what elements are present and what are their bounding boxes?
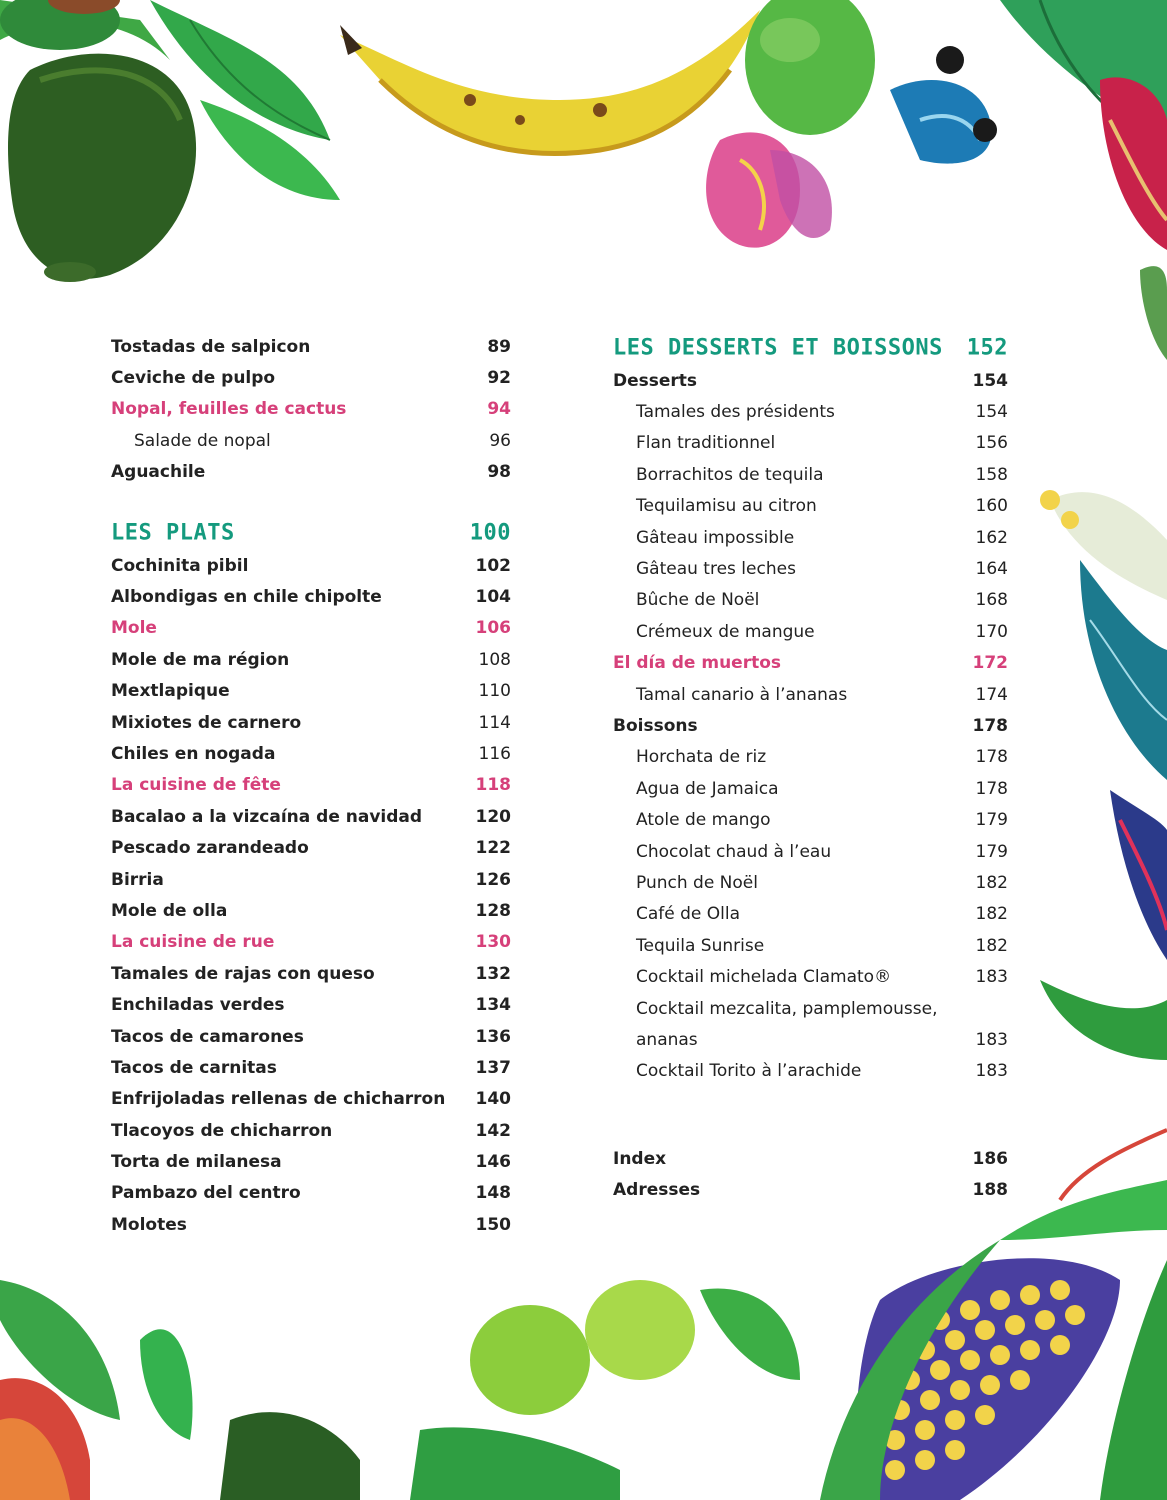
toc-title: Adresses [613, 1180, 701, 1201]
toc-page-number: 179 [975, 810, 1008, 831]
toc-subentry[interactable] [613, 679, 1008, 710]
banana-icon [340, 10, 760, 154]
toc-title: Mextlapique [111, 681, 230, 702]
toc-title: Birria [111, 869, 164, 890]
toc-page-number: 132 [475, 963, 511, 984]
toc-subentry[interactable] [613, 491, 1008, 522]
toc-title: Tacos de camarones [111, 1026, 304, 1047]
toc-title: Index [613, 1148, 667, 1169]
toc-title: Mole de ma région [111, 649, 290, 670]
toc-page-number: 150 [475, 1214, 511, 1235]
toc-page-number: 98 [487, 462, 511, 483]
toc-subentry[interactable] [613, 522, 1008, 553]
toc-title: Ceviche de pulpo [111, 368, 276, 389]
toc-entry[interactable] [613, 710, 1008, 741]
toc-entry[interactable] [111, 457, 511, 488]
toc-entry[interactable] [613, 1174, 1008, 1205]
toc-entry[interactable] [111, 989, 511, 1020]
toc-title: Gâteau tres leches [636, 559, 796, 580]
toc-subentry[interactable] [613, 961, 1008, 992]
toc-title: Chiles en nogada [111, 743, 276, 764]
toc-entry[interactable] [613, 1143, 1008, 1174]
toc-page-number: 178 [972, 715, 1008, 736]
toc-spacer [111, 488, 511, 516]
toc-entry[interactable] [111, 801, 511, 832]
toc-page-number: 128 [475, 900, 511, 921]
toc-title: Crémeux de mangue [636, 621, 815, 642]
toc-page-number: 182 [975, 904, 1008, 925]
toc-page-number: 186 [972, 1148, 1008, 1169]
toc-page-number: 140 [475, 1089, 511, 1110]
toc-title: Tamales des présidents [636, 402, 835, 423]
toc-entry[interactable] [111, 864, 511, 895]
toc-title: Flan traditionnel [636, 433, 776, 454]
toc-subentry[interactable] [613, 553, 1008, 584]
toc-title: Mole de olla [111, 900, 228, 921]
toc-title: Albondigas en chile chipolte [111, 587, 382, 608]
toc-title: Pescado zarandeado [111, 838, 309, 859]
toc-entry[interactable] [111, 1146, 511, 1177]
toc-entry[interactable] [111, 895, 511, 926]
toc-subentry[interactable] [613, 1024, 1008, 1055]
toc-title: Tamal canario à l’ananas [636, 684, 848, 705]
toc-page-number: 160 [975, 496, 1008, 517]
toc-title: Agua de Jamaica [636, 778, 779, 799]
toc-page-number: 174 [975, 684, 1008, 705]
toc-title: Punch de Noël [636, 872, 758, 893]
toc-page-number: 108 [478, 649, 511, 670]
toc-title: Cocktail michelada Clamato® [636, 967, 892, 988]
toc-entry[interactable] [111, 707, 511, 738]
leaf-icon [1000, 0, 1167, 250]
toc-entry[interactable] [111, 550, 511, 581]
toc-title: Chocolat chaud à l’eau [636, 841, 832, 862]
toc-subentry[interactable] [613, 930, 1008, 961]
toc-title: LES DESSERTS ET BOISSONS [613, 335, 943, 361]
leaf-icon [1040, 266, 1167, 1060]
toc-column-right [613, 331, 1008, 1206]
toc-page-number: 104 [475, 587, 511, 608]
toc-page-number: 116 [478, 743, 511, 764]
toc-subheading[interactable] [111, 394, 511, 425]
toc-page-number: 179 [975, 841, 1008, 862]
toc-page-number: 100 [469, 520, 511, 546]
toc-subentry[interactable] [613, 742, 1008, 773]
toc-page-number: 172 [972, 653, 1008, 674]
toc-page-number: 188 [972, 1180, 1008, 1201]
toc-title: Molotes [111, 1214, 187, 1235]
toc-title: Tamales de rajas con queso [111, 963, 375, 984]
toc-subentry[interactable] [613, 836, 1008, 867]
toc-subentry[interactable] [613, 459, 1008, 490]
toc-entry[interactable] [111, 331, 511, 362]
toc-page-number: 178 [975, 778, 1008, 799]
toc-subheading[interactable] [111, 770, 511, 801]
avocado-icon [0, 0, 196, 282]
toc-spacer [613, 1115, 1008, 1143]
toc-title: Enfrijoladas rellenas de chicharron [111, 1089, 446, 1110]
toc-page-number: 154 [975, 402, 1008, 423]
toc-title: Pambazo del centro [111, 1183, 301, 1204]
toc-subentry[interactable] [613, 899, 1008, 930]
toc-page-number: 106 [475, 618, 511, 639]
leaf-icon [0, 1280, 360, 1500]
toc-page-number: 146 [475, 1152, 511, 1173]
section-heading[interactable] [111, 516, 511, 550]
lime-icon [745, 0, 875, 135]
toc-title: Enchiladas verdes [111, 995, 285, 1016]
toc-page-number: 154 [972, 370, 1008, 391]
toc-page-number: 110 [478, 681, 511, 702]
toc-title: Mixiotes de carnero [111, 712, 302, 733]
toc-subentry[interactable] [613, 804, 1008, 835]
toc-subheading[interactable] [111, 927, 511, 958]
toc-title: LES PLATS [111, 520, 235, 546]
toc-title: La cuisine de fête [111, 775, 281, 796]
toc-page-number: 162 [975, 527, 1008, 548]
toc-title: Bacalao a la vizcaína de navidad [111, 806, 423, 827]
toc-title: Gâteau impossible [636, 527, 795, 548]
toc-title: La cuisine de rue [111, 932, 275, 953]
toc-page-number: 114 [478, 712, 511, 733]
toc-page-number: 137 [475, 1057, 511, 1078]
toc-subheading[interactable] [111, 613, 511, 644]
toc-entry[interactable] [111, 1084, 511, 1115]
toc-entry[interactable] [111, 1021, 511, 1052]
toc-page-number: 102 [475, 555, 511, 576]
toc-entry[interactable] [111, 581, 511, 612]
toc-page-number: 183 [975, 1029, 1008, 1050]
toc-entry[interactable] [111, 738, 511, 769]
toc-title: Tacos de carnitas [111, 1057, 277, 1078]
toc-page-number: 152 [966, 335, 1008, 361]
toc-subentry[interactable] [111, 425, 511, 456]
toc-title: ananas [636, 1029, 698, 1050]
toc-title: Mole [111, 618, 157, 639]
toc-page-number: 96 [489, 430, 511, 451]
toc-page-number: 156 [975, 433, 1008, 454]
toc-entry[interactable] [111, 1052, 511, 1083]
toc-title: Nopal, feuilles de cactus [111, 399, 347, 420]
toc-subentry[interactable] [613, 993, 1008, 1024]
toc-page-number: 136 [475, 1026, 511, 1047]
toc-title: Boissons [613, 715, 698, 736]
section-heading[interactable] [613, 331, 1008, 365]
toc-entry[interactable] [613, 365, 1008, 396]
toc-title: Tlacoyos de chicharron [111, 1120, 333, 1141]
toc-page-number: 183 [975, 1061, 1008, 1082]
toc-spacer [613, 1087, 1008, 1115]
toc-entry[interactable] [111, 1178, 511, 1209]
toc-entry[interactable] [111, 1115, 511, 1146]
toc-page-number: 164 [975, 559, 1008, 580]
toc-page-number: 178 [975, 747, 1008, 768]
toc-title: Salade de nopal [134, 430, 271, 451]
toc-title: Atole de mango [636, 810, 771, 831]
toc-title: Café de Olla [636, 904, 741, 925]
toc-title: Desserts [613, 370, 698, 391]
toc-title: Bûche de Noël [636, 590, 760, 611]
toc-page-number: 183 [975, 967, 1008, 988]
toc-title: Tequilamisu au citron [636, 496, 817, 517]
toc-subentry[interactable] [613, 867, 1008, 898]
toc-title: El día de muertos [613, 653, 782, 674]
toc-entry[interactable] [111, 958, 511, 989]
toc-page-number: 94 [487, 399, 511, 420]
toc-entry[interactable] [111, 1209, 511, 1240]
toc-page-number: 182 [975, 935, 1008, 956]
toc-title: Horchata de riz [636, 747, 767, 768]
toc-page-number: 92 [487, 368, 511, 389]
lime-icon [410, 1280, 800, 1500]
toc-title: Cocktail mezcalita, pamplemousse, [636, 998, 938, 1019]
toc-subentry[interactable] [613, 396, 1008, 427]
toc-entry[interactable] [111, 362, 511, 393]
toc-page-number: 182 [975, 872, 1008, 893]
toc-subheading[interactable] [613, 648, 1008, 679]
toc-subentry[interactable] [613, 1056, 1008, 1087]
toc-title: Aguachile [111, 462, 206, 483]
toc-page-number: 142 [475, 1120, 511, 1141]
toc-subentry[interactable] [613, 616, 1008, 647]
toc-entry[interactable] [111, 676, 511, 707]
toc-title: Cocktail Torito à l’arachide [636, 1061, 862, 1082]
toc-title: Tequila Sunrise [636, 935, 765, 956]
toc-entry[interactable] [111, 832, 511, 863]
toc-subentry[interactable] [613, 428, 1008, 459]
toc-entry[interactable] [111, 644, 511, 675]
toc-title: Borrachitos de tequila [636, 464, 824, 485]
toc-subentry[interactable] [613, 585, 1008, 616]
toc-title: Torta de milanesa [111, 1152, 282, 1173]
toc-page-number: 170 [975, 621, 1008, 642]
toc-page-number: 158 [975, 464, 1008, 485]
toc-page-number: 134 [475, 995, 511, 1016]
toc-column-left [111, 331, 511, 1241]
toc-page-number: 148 [475, 1183, 511, 1204]
toc-title: Cochinita pibil [111, 555, 249, 576]
toc-page-number: 122 [475, 838, 511, 859]
toc-page-number: 118 [475, 775, 511, 796]
toc-page-number: 126 [475, 869, 511, 890]
toc-page-number: 168 [975, 590, 1008, 611]
toc-title: Tostadas de salpicon [111, 336, 311, 357]
toc-subentry[interactable] [613, 773, 1008, 804]
toc-page-number: 120 [475, 806, 511, 827]
toc-page-number: 130 [475, 932, 511, 953]
toc-page-number: 89 [487, 336, 511, 357]
